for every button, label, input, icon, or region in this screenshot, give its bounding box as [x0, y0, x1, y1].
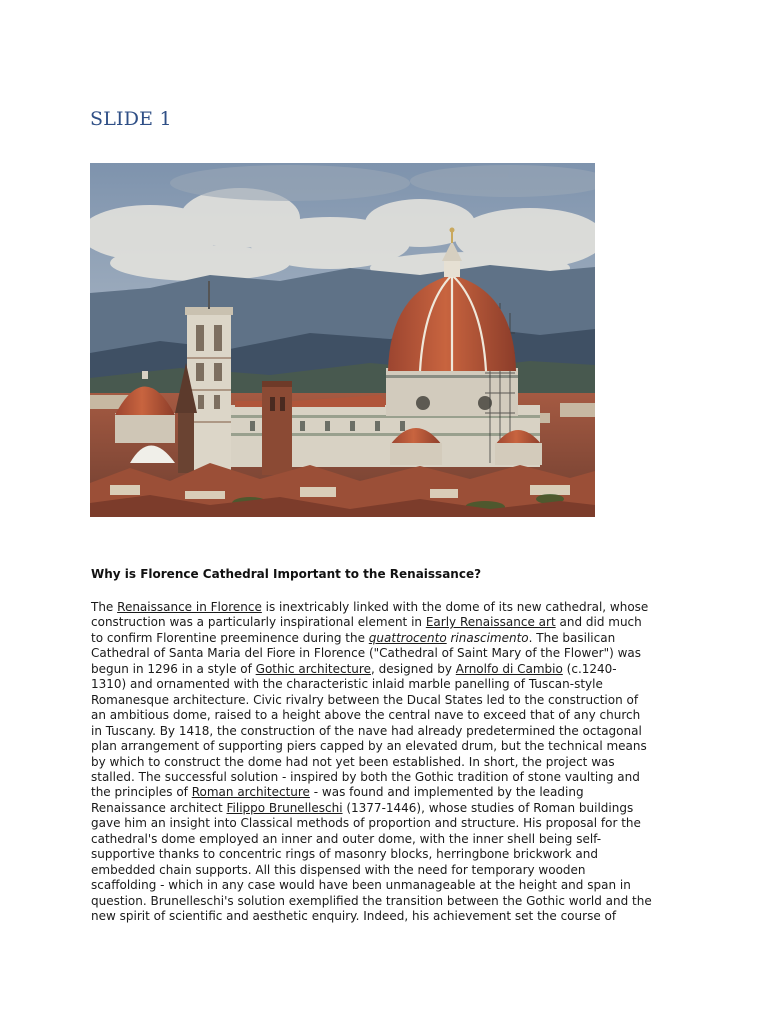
- text-run: Cathedral of Santa Maria del Fiore in Florence ("Cathedral of Saint Mary of the Flower") was: [91, 646, 642, 661]
- slide-title: SLIDE 1: [90, 108, 172, 130]
- paragraph-line: [91, 724, 683, 739]
- text-run: The: [91, 600, 118, 614]
- text-run: Renaissance architect: [91, 800, 227, 815]
- florence-cathedral-photo: [90, 163, 595, 517]
- text-run: . The basilican: [528, 630, 616, 645]
- paragraph-line: [91, 894, 683, 909]
- hyperlink[interactable]: Early Renaissance art: [425, 615, 556, 630]
- paragraph-line: [91, 693, 683, 708]
- hyperlink[interactable]: Renaissance in Florence: [117, 600, 262, 614]
- text-run: stalled. The successful solution - inspired by both the Gothic tradition of stone vaulting and: [91, 769, 640, 784]
- text-run: an ambitious dome, raised to a height above the central nave to exceed that of any church: [91, 708, 641, 723]
- paragraph-line: [91, 631, 683, 646]
- paragraph-line: [91, 739, 683, 754]
- text-run: scaffolding - which in any case would have been unmanageable at the height and span in: [91, 878, 631, 893]
- italic-text: rinascimento: [446, 630, 529, 645]
- text-run: is inextricably linked with the dome of its new cathedral, whose: [261, 600, 649, 614]
- paragraph-line: [91, 909, 683, 924]
- paragraph-line: [91, 816, 683, 831]
- text-run: plan arrangement of supporting piers capped by an elevated drum, but the technical means: [91, 739, 647, 754]
- text-run: cathedral's dome employed an inner and outer dome, with the inner shell being self-: [91, 831, 602, 846]
- paragraph-line: [91, 615, 683, 630]
- paragraph-line: [91, 677, 683, 692]
- paragraph-line: [91, 785, 683, 800]
- text-run: gave him an insight into Classical methods of proportion and structure. His proposal for the: [91, 816, 641, 831]
- paragraph-line: [91, 646, 683, 661]
- text-run: to confirm Florentine preeminence during the: [91, 630, 369, 645]
- hyperlink[interactable]: Roman architecture: [191, 785, 310, 800]
- text-run: new spirit of scientific and aesthetic enquiry. Indeed, his achievement set the course of: [91, 909, 617, 924]
- paragraph-line: [91, 863, 683, 878]
- text-run: begun in 1296 in a style of: [91, 661, 256, 676]
- body-paragraph: [91, 600, 683, 925]
- text-run: construction was a particularly inspirational element in: [91, 615, 426, 630]
- paragraph-line: [91, 600, 683, 615]
- hyperlink[interactable]: Filippo Brunelleschi: [226, 800, 343, 815]
- paragraph-line: [91, 662, 683, 677]
- text-run: 1310) and ornamented with the characteristic inlaid marble panelling of Tuscan-style: [91, 677, 603, 692]
- hyperlink[interactable]: Arnolfo di Cambio: [455, 661, 563, 676]
- text-run: embedded chain supports. All this dispensed with the need for temporary wooden: [91, 862, 586, 877]
- text-run: Romanesque architecture. Civic rivalry between the Ducal States led to the construction of: [91, 692, 639, 707]
- text-run: , designed by: [370, 661, 456, 676]
- hyperlink[interactable]: Gothic architecture: [255, 661, 371, 676]
- section-heading: Why is Florence Cathedral Important to the Renaissance?: [91, 567, 482, 581]
- paragraph-line: [91, 770, 683, 785]
- paragraph-line: [91, 878, 683, 893]
- text-run: supportive thanks to concentric rings of masonry blocks, herringbone brickwork and: [91, 847, 598, 862]
- text-run: by which to construct the dome had not yet been established. In short, the project was: [91, 754, 615, 769]
- paragraph-line: [91, 708, 683, 723]
- paragraph-line: [91, 847, 683, 862]
- paragraph-line: [91, 755, 683, 770]
- paragraph-line: [91, 832, 683, 847]
- text-run: question. Brunelleschi's solution exemplified the transition between the Gothic world and the: [91, 893, 652, 908]
- text-run: and did much: [555, 615, 642, 630]
- paragraph-line: [91, 801, 683, 816]
- text-run: the principles of: [91, 785, 192, 800]
- text-run: (c.1240-: [562, 661, 617, 676]
- text-run: - was found and implemented by the leading: [309, 785, 584, 800]
- hyperlink[interactable]: quattrocento: [368, 630, 447, 645]
- text-run: in Tuscany. By 1418, the construction of the nave had already predetermined the octagonal: [91, 723, 642, 738]
- text-run: (1377-1446), whose studies of Roman buildings: [342, 800, 634, 815]
